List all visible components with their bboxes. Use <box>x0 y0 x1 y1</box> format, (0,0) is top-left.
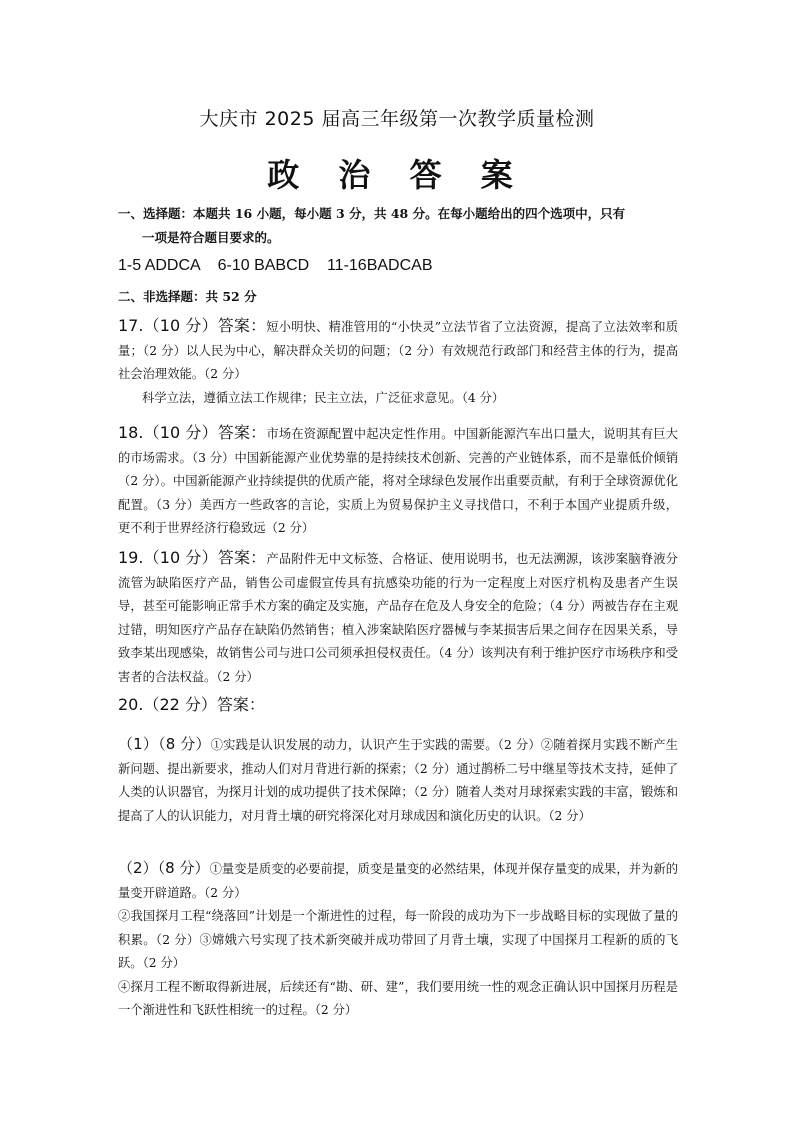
question-20-part2-text1: ①量变是质变的必要前提，质变是量变的必然结果，体现并保存量变的成果，并为新的量变开辟道路。（2 分） <box>118 862 678 900</box>
question-20-part2-text3: ④探月工程不断取得新进展，后续还有“勘、研、建”，我们要用统一性的观念正确认识中国探月历程是一个渐进性和飞跃性相统一的过程。（2 分） <box>118 979 678 1017</box>
exam-title: 大庆市 2025 届高三年级第一次教学质量检测 <box>199 108 595 130</box>
question-20-part1 <box>118 733 678 828</box>
question-19 <box>118 546 678 689</box>
multiple-choice-answers: 1-5 ADDCA 6-10 BABCD 11-16BADCAB <box>118 257 433 274</box>
question-20-part2-text2: ②我国探月工程“绕落回”计划是一个渐进性的过程，每一阶段的成功为下一步战略目标的实现做了量的积累。（2 分）③嫦娥六号实现了技术新突破并成功带回了月背土壤，实现了中国探月工程新的质的飞跃。（2 分） <box>118 909 678 970</box>
question-18 <box>118 421 678 541</box>
question-18-body <box>118 421 678 541</box>
question-20-part1-text: ①实践是认识发展的动力，认识产生于实践的需要。（2 分）②随着探月实践不断产生新问题、提出新要求，推动人们对月背进行新的探索；（2 分）通过鹊桥二号中继星等技术支持，延伸了人类的认识器官，为探月计划的成功提供了技术保障；（2 分）随着人类对月球探索实践的丰富，锻炼和提高了人的认识能力，对月背土壤的研究将深化对月球成因和演化历史的认识。（2 分） <box>118 738 678 823</box>
question-20-part2-body <box>118 857 678 905</box>
question-19-head: 19.（10 分）答案： <box>118 548 267 567</box>
section1-heading <box>118 202 678 250</box>
question-19-body <box>118 546 678 689</box>
question-17-text1: 短小明快、精准管用的“小快灵”立法节省了立法资源，提高了立法效率和质量；（2 分）以人民为中心，解决群众关切的问题；（2 分）有效规范行政部门和经营主体的行为，提高社会治理效能。（2 分） <box>118 320 678 381</box>
question-20-part2-head: （2）（8 分） <box>118 859 210 877</box>
question-17-body <box>118 314 678 387</box>
question-20-part2 <box>118 857 678 1023</box>
question-20-head: 20.（22 分）答案： <box>118 695 265 714</box>
section1-heading-line1: 一、选择题：本题共 16 小题，每小题 3 分，共 48 分。在每小题给出的四个选项中，只有 <box>118 206 626 221</box>
question-18-text: 市场在资源配置中起决定性作用。中国新能源汽车出口量大，说明其有巨大的市场需求。（3 分）中国新能源产业优势靠的是持续技术创新、完善的产业链体系，而不是靠低价倾销（2 分）。中国新能源产业持续提供的优质产能，将对全球绿色发展作出重要贡献，有利于全球资源优化配置。（3 分）美西方一些政客的言论，实质上为贸易保护主义寻找借口，不利于本国产业提质升级， 更不利于世界经济行稳致远（2 分） <box>118 427 678 535</box>
question-19-text: 产品附件无中文标签、合格证、使用说明书，也无法溯源，该涉案脑脊液分流管为缺陷医疗产品，销售公司虚假宣传具有抗感染功能的行为一定程度上对医疗机构及患者产生误导，甚至可能影响正常手术方案的确定及实施，产品存在危及人身安全的危险；（4 分）两被告存在主观过错，明知医疗产品存在缺陷仍然销售；植入涉案缺陷医疗器械与李某损害后果之间存在因果关系，导致李某出现感染，故销售公司与进口公司须承担侵权责任。（4 分）该判决有利于维护医疗市场秩序和受害者的合法权益。（2 分） <box>118 552 678 684</box>
section1-heading-line2: 一项是符合题目要求的。 <box>142 230 280 245</box>
question-18-head: 18.（10 分）答案： <box>118 423 267 442</box>
question-20-part1-body <box>118 733 678 828</box>
question-17-text2: 科学立法，遵循立法工作规律；民主立法，广泛征求意见。（4 分） <box>142 390 505 405</box>
section2-heading: 二、非选择题：共 52 分 <box>118 289 257 304</box>
subject-title: 政 治 答 案 <box>267 156 527 194</box>
question-20-head-row <box>118 693 678 719</box>
question-20-part1-head: （1）（8 分） <box>118 735 211 753</box>
question-17 <box>118 314 678 410</box>
question-17-head: 17.（10 分）答案： <box>118 316 267 335</box>
